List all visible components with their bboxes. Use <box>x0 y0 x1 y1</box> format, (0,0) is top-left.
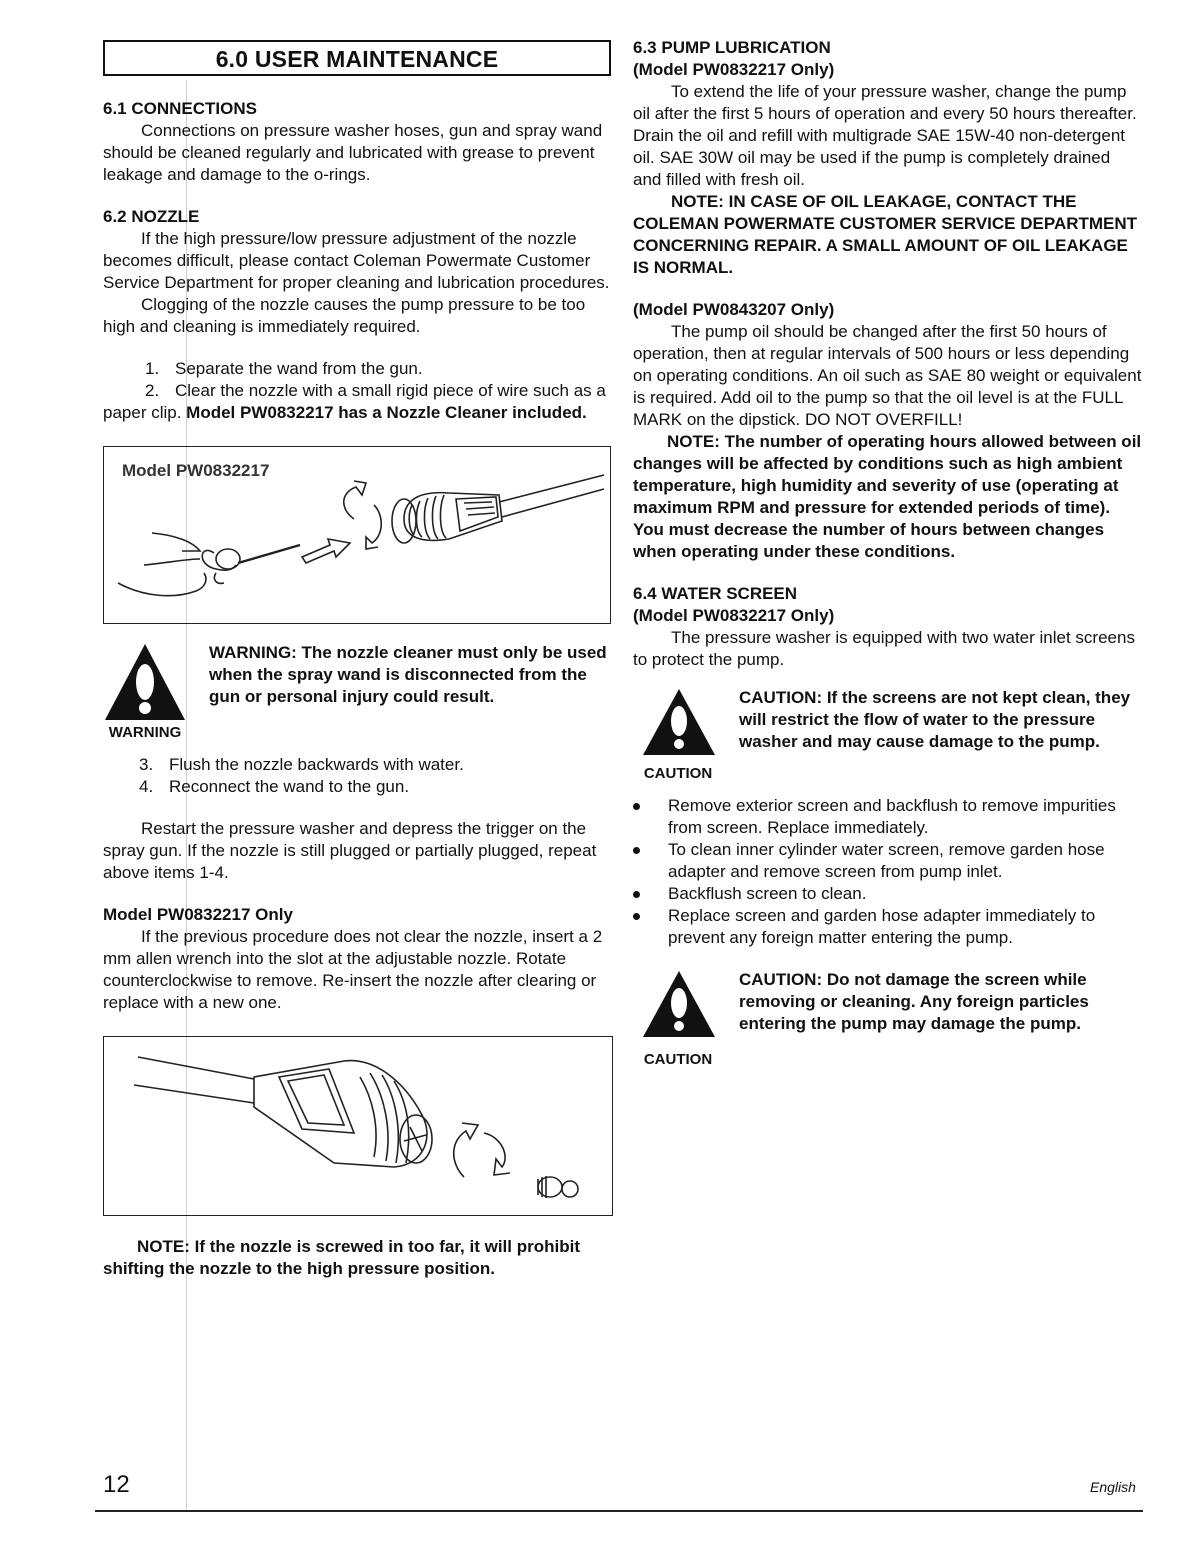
nozzle-paragraph-2: Clogging of the nozzle causes the pump pressure to be too high and cleaning is immediately required. <box>103 295 586 336</box>
allen-wrench-paragraph: If the previous procedure does not clear the nozzle, insert a 2 mm allen wrench into the slot at the adjustable nozzle. Rotate counterclockwise to remove. Re-insert the nozzle after clearing or replace with a new one. <box>103 927 603 1012</box>
page-title: 6.0 USER MAINTENANCE <box>103 40 611 76</box>
nozzle-removal-illustration <box>104 1037 610 1213</box>
left-column <box>103 40 611 1280</box>
nozzle-paragraph-1: If the high pressure/low pressure adjustment of the nozzle becomes difficult, please contact Coleman Powermate Customer Service Department for proper cleaning and lubrication procedures. <box>103 229 610 292</box>
footer-divider <box>95 1510 1143 1512</box>
model-only-heading: Model PW0832217 Only <box>103 905 293 924</box>
caution-text-1: CAUTION: If the screens are not kept clean, they will restrict the flow of water to the pressure washer and may cause damage to the pump. <box>739 688 1131 751</box>
bullet-icon <box>633 847 640 854</box>
step-4: 4. Reconnect the wand to the gun. <box>139 777 410 796</box>
right-column <box>633 37 1143 1069</box>
nozzle-note: NOTE: If the nozzle is screwed in too far, it will prohibit shifting the nozzle to the high pressure position. <box>103 1237 580 1278</box>
pump-lubrication-model-2: (Model PW0843207 Only) <box>633 300 835 319</box>
list-item: Backflush screen to clean. <box>633 883 1143 905</box>
section-heading-connections: 6.1 CONNECTIONS <box>103 99 257 118</box>
page-number: 12 <box>103 1471 130 1498</box>
water-screen-model: (Model PW0832217 Only) <box>633 606 835 625</box>
operating-hours-note: NOTE: The number of operating hours allowed between oil changes will be affected by conditions such as high ambient temperature, high humidity and severity of use (operating at maximum RPM and pressure for extended periods of time). You must decrease the number of hours between changes when operating under these conditions. <box>633 432 1142 561</box>
warning-symbol <box>103 642 203 742</box>
step-3: 3. Flush the nozzle backwards with water. <box>139 755 464 774</box>
water-screen-paragraph: The pressure washer is equipped with two water inlet screens to protect the pump. <box>633 628 1135 669</box>
section-heading-pump-lubrication: 6.3 PUMP LUBRICATION <box>633 38 831 57</box>
list-item: Replace screen and garden hose adapter immediately to prevent any foreign matter entering the pump. <box>633 905 1143 949</box>
bullet-icon <box>633 891 640 898</box>
section-heading-nozzle: 6.2 NOZZLE <box>103 207 200 226</box>
caution-triangle-icon <box>637 687 721 757</box>
language-label: English <box>1090 1479 1136 1495</box>
connections-text: Connections on pressure washer hoses, gun and spray wand should be cleaned regularly and lubricated with grease to prevent leakage and damage to the o-rings. <box>103 121 603 184</box>
list-item: To clean inner cylinder water screen, remove garden hose adapter and remove screen from pump inlet. <box>633 839 1143 883</box>
warning-label: WARNING <box>108 724 182 741</box>
water-screen-steps <box>633 795 1143 949</box>
warning-triangle-icon <box>103 642 187 722</box>
section-heading-water-screen: 6.4 WATER SCREEN <box>633 584 798 603</box>
step-2: 2. Clear the nozzle with a small rigid piece of wire such as a paper clip. Model PW0832217 has a Nozzle Cleaner included. <box>103 381 606 422</box>
caution-label-2: CAUTION <box>643 1051 713 1068</box>
caution-text-2: CAUTION: Do not damage the screen while removing or cleaning. Any foreign particles entering the pump may damage the pump. <box>739 970 1089 1033</box>
pump-lubrication-paragraph-2: The pump oil should be changed after the first 50 hours of operation, then at regular intervals of 500 hours or less depending on operating conditions. An oil such as SAE 80 weight or equivalent is required. Add oil to the pump so that the oil level is at the FULL MARK on the dipstick. DO NOT OVERFILL! <box>633 322 1142 429</box>
caution-symbol-2 <box>633 969 733 1069</box>
restart-paragraph: Restart the pressure washer and depress the trigger on the spray gun. If the nozzle is still plugged or partially plugged, repeat above items 1-4. <box>103 819 597 882</box>
caution-block-1 <box>633 687 1143 787</box>
figure-nozzle-cleaner <box>103 446 611 624</box>
step-1: 1. Separate the wand from the gun. <box>145 359 423 378</box>
pump-lubrication-paragraph-1: To extend the life of your pressure washer, change the pump oil after the first 5 hours of operation and every 50 hours thereafter. Drain the oil and refill with multigrade SAE 15W-40 non-detergent oil. SAE 30W oil may be used if the pump is completely drained and filled with fresh oil. <box>633 82 1137 189</box>
caution-label-1: CAUTION <box>643 765 713 782</box>
list-item: Remove exterior screen and backflush to remove impurities from screen. Replace immediately. <box>633 795 1143 839</box>
figure-nozzle-removal <box>103 1036 613 1216</box>
bullet-icon <box>633 913 640 920</box>
warning-block <box>103 642 611 742</box>
warning-text: WARNING: The nozzle cleaner must only be used when the spray wand is disconnected from the gun or personal injury could result. <box>209 643 607 706</box>
figure-caption: Model PW0832217 <box>122 461 270 480</box>
nozzle-cleaner-illustration <box>104 447 608 621</box>
pump-lubrication-model-1: (Model PW0832217 Only) <box>633 60 835 79</box>
caution-symbol-1 <box>633 687 733 787</box>
caution-triangle-icon <box>637 969 721 1039</box>
caution-block-2 <box>633 969 1143 1069</box>
oil-leakage-note: NOTE: IN CASE OF OIL LEAKAGE, CONTACT THE COLEMAN POWERMATE CUSTOMER SERVICE DEPARTMENT CONCERNING REPAIR. A SMALL AMOUNT OF OIL LEAKAGE IS NORMAL. <box>633 192 1138 277</box>
bullet-icon <box>633 803 640 810</box>
